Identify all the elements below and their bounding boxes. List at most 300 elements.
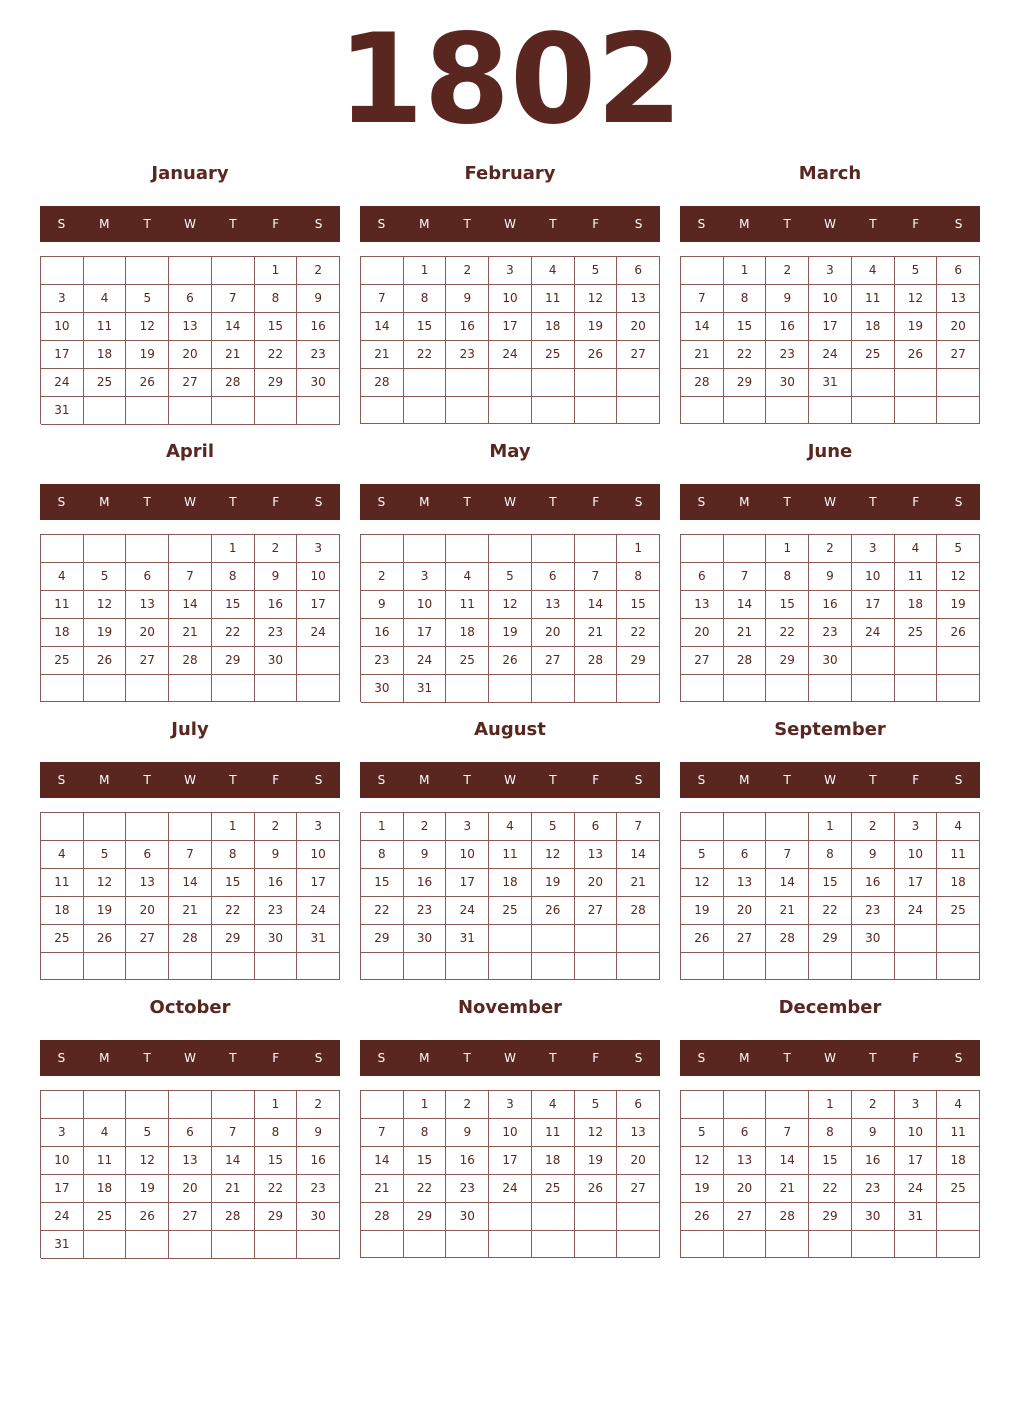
empty-cell (446, 535, 489, 563)
day-cell: 15 (724, 313, 767, 341)
weekday-label: T (869, 495, 877, 509)
weekday-header (40, 1040, 340, 1076)
day-cell: 1 (255, 257, 298, 285)
day-cell: 8 (255, 285, 298, 313)
day-cell: 3 (446, 813, 489, 841)
empty-cell (255, 1231, 298, 1259)
empty-cell (724, 813, 767, 841)
day-cell: 7 (724, 563, 767, 591)
weekday-label: S (954, 217, 963, 231)
empty-cell (126, 397, 169, 425)
day-cell: 21 (169, 619, 212, 647)
day-cell: 18 (84, 1175, 127, 1203)
day-cell: 15 (617, 591, 660, 619)
day-cell: 31 (895, 1203, 938, 1231)
day-cell: 18 (41, 619, 84, 647)
day-cell: 15 (404, 313, 447, 341)
day-cell: 2 (255, 813, 298, 841)
day-cell: 1 (809, 813, 852, 841)
day-cell: 2 (446, 1091, 489, 1119)
day-cell: 27 (169, 369, 212, 397)
day-cell: 9 (446, 285, 489, 313)
day-cell: 11 (84, 313, 127, 341)
day-grid (360, 534, 660, 702)
day-cell: 26 (126, 1203, 169, 1231)
day-cell: 14 (617, 841, 660, 869)
day-cell: 10 (446, 841, 489, 869)
day-cell: 15 (766, 591, 809, 619)
day-cell: 30 (255, 925, 298, 953)
day-cell: 13 (617, 1119, 660, 1147)
day-cell: 7 (617, 813, 660, 841)
weekday-label: W (184, 217, 196, 231)
day-cell: 9 (255, 841, 298, 869)
day-cell: 10 (852, 563, 895, 591)
empty-cell (617, 1231, 660, 1258)
day-cell: 14 (361, 1147, 404, 1175)
day-cell: 8 (404, 1119, 447, 1147)
day-cell: 12 (532, 841, 575, 869)
day-cell: 23 (255, 619, 298, 647)
day-cell: 24 (41, 369, 84, 397)
day-cell: 25 (532, 1175, 575, 1203)
day-cell: 3 (297, 535, 340, 563)
day-cell: 18 (446, 619, 489, 647)
day-cell: 18 (852, 313, 895, 341)
day-cell: 17 (404, 619, 447, 647)
day-cell: 25 (489, 897, 532, 925)
day-cell: 29 (724, 369, 767, 397)
day-cell: 11 (532, 285, 575, 313)
day-cell: 4 (852, 257, 895, 285)
empty-cell (41, 535, 84, 563)
empty-cell (212, 1091, 255, 1119)
weekday-label: S (954, 495, 963, 509)
weekday-label: S (954, 773, 963, 787)
day-cell: 8 (766, 563, 809, 591)
day-cell: 24 (809, 341, 852, 369)
day-cell: 4 (84, 1119, 127, 1147)
empty-cell (169, 1231, 212, 1259)
day-cell: 21 (361, 341, 404, 369)
empty-cell (681, 675, 724, 702)
day-cell: 28 (766, 1203, 809, 1231)
day-cell: 18 (532, 313, 575, 341)
empty-cell (169, 397, 212, 425)
day-cell: 7 (361, 285, 404, 313)
day-cell: 24 (895, 897, 938, 925)
day-cell: 21 (724, 619, 767, 647)
weekday-label: T (229, 1051, 237, 1065)
weekday-label: T (783, 217, 791, 231)
empty-cell (724, 675, 767, 702)
empty-cell (809, 675, 852, 702)
day-cell: 5 (575, 257, 618, 285)
day-cell: 2 (297, 1091, 340, 1119)
day-cell: 22 (404, 1175, 447, 1203)
empty-cell (617, 1203, 660, 1231)
day-cell: 9 (361, 591, 404, 619)
empty-cell (297, 1231, 340, 1259)
day-cell: 23 (297, 341, 340, 369)
day-cell: 9 (297, 1119, 340, 1147)
weekday-header (680, 484, 980, 520)
empty-cell (937, 925, 980, 953)
day-cell: 27 (937, 341, 980, 369)
day-grid (40, 256, 340, 424)
day-cell: 10 (895, 1119, 938, 1147)
day-cell: 6 (169, 1119, 212, 1147)
day-cell: 8 (404, 285, 447, 313)
empty-cell (895, 925, 938, 953)
day-cell: 1 (809, 1091, 852, 1119)
day-cell: 14 (169, 869, 212, 897)
day-cell: 2 (852, 813, 895, 841)
empty-cell (532, 535, 575, 563)
day-cell: 24 (489, 1175, 532, 1203)
month-name: December (778, 997, 882, 1018)
day-cell: 24 (446, 897, 489, 925)
day-cell: 22 (255, 1175, 298, 1203)
day-cell: 11 (937, 1119, 980, 1147)
empty-cell (41, 953, 84, 980)
day-cell: 9 (446, 1119, 489, 1147)
day-cell: 14 (681, 313, 724, 341)
day-cell: 4 (41, 841, 84, 869)
weekday-label: F (592, 1051, 600, 1065)
day-cell: 30 (766, 369, 809, 397)
day-cell: 12 (895, 285, 938, 313)
day-cell: 28 (169, 925, 212, 953)
day-cell: 19 (84, 897, 127, 925)
weekday-header (360, 484, 660, 520)
day-cell: 29 (361, 925, 404, 953)
weekday-label: T (143, 773, 151, 787)
empty-cell (937, 1231, 980, 1258)
day-cell: 20 (532, 619, 575, 647)
empty-cell (724, 397, 767, 424)
empty-cell (681, 257, 724, 285)
weekday-label: W (824, 495, 836, 509)
day-cell: 14 (212, 313, 255, 341)
weekday-label: T (783, 495, 791, 509)
day-grid (40, 1090, 340, 1258)
day-cell: 6 (575, 813, 618, 841)
day-cell: 13 (575, 841, 618, 869)
weekday-label: F (912, 773, 920, 787)
day-cell: 30 (404, 925, 447, 953)
day-cell: 15 (809, 869, 852, 897)
day-cell: 26 (575, 341, 618, 369)
day-cell: 18 (41, 897, 84, 925)
day-cell: 15 (255, 313, 298, 341)
weekday-label: T (229, 773, 237, 787)
empty-cell (446, 397, 489, 424)
day-cell: 20 (617, 1147, 660, 1175)
day-cell: 26 (895, 341, 938, 369)
day-cell: 4 (532, 1091, 575, 1119)
day-cell: 22 (361, 897, 404, 925)
day-cell: 13 (169, 313, 212, 341)
day-cell: 8 (809, 841, 852, 869)
day-cell: 23 (809, 619, 852, 647)
empty-cell (895, 647, 938, 675)
empty-cell (361, 397, 404, 424)
empty-cell (681, 397, 724, 424)
day-cell: 1 (212, 813, 255, 841)
empty-cell (297, 397, 340, 425)
day-cell: 5 (489, 563, 532, 591)
day-cell: 11 (937, 841, 980, 869)
empty-cell (895, 369, 938, 397)
weekday-label: S (314, 495, 323, 509)
day-cell: 15 (361, 869, 404, 897)
weekday-label: S (57, 495, 66, 509)
day-cell: 2 (297, 257, 340, 285)
day-cell: 10 (489, 1119, 532, 1147)
day-cell: 7 (766, 841, 809, 869)
weekday-label: F (272, 217, 280, 231)
empty-cell (575, 953, 618, 980)
weekday-label: S (377, 217, 386, 231)
day-cell: 7 (361, 1119, 404, 1147)
empty-cell (489, 925, 532, 953)
day-cell: 9 (809, 563, 852, 591)
day-cell: 16 (852, 869, 895, 897)
month-name: November (457, 997, 563, 1018)
empty-cell (575, 397, 618, 424)
empty-cell (446, 675, 489, 703)
empty-cell (489, 535, 532, 563)
day-cell: 7 (212, 1119, 255, 1147)
day-cell: 27 (617, 341, 660, 369)
day-cell: 27 (532, 647, 575, 675)
empty-cell (126, 1091, 169, 1119)
empty-cell (212, 675, 255, 702)
day-cell: 7 (212, 285, 255, 313)
weekday-label: W (824, 217, 836, 231)
empty-cell (937, 1203, 980, 1231)
day-cell: 17 (297, 591, 340, 619)
weekday-label: T (783, 1051, 791, 1065)
month-name: March (798, 163, 862, 184)
day-cell: 21 (681, 341, 724, 369)
day-cell: 25 (852, 341, 895, 369)
day-cell: 8 (361, 841, 404, 869)
day-cell: 16 (809, 591, 852, 619)
day-cell: 13 (681, 591, 724, 619)
day-cell: 6 (532, 563, 575, 591)
day-cell: 26 (681, 1203, 724, 1231)
empty-cell (724, 535, 767, 563)
day-cell: 17 (489, 313, 532, 341)
day-cell: 12 (681, 869, 724, 897)
empty-cell (724, 953, 767, 980)
day-cell: 1 (617, 535, 660, 563)
day-cell: 8 (255, 1119, 298, 1147)
empty-cell (297, 953, 340, 980)
day-cell: 28 (681, 369, 724, 397)
empty-cell (809, 953, 852, 980)
weekday-label: T (143, 1051, 151, 1065)
weekday-label: T (463, 217, 471, 231)
day-cell: 21 (766, 897, 809, 925)
empty-cell (126, 675, 169, 702)
day-cell: 29 (255, 1203, 298, 1231)
day-cell: 3 (852, 535, 895, 563)
day-cell: 12 (84, 591, 127, 619)
day-cell: 6 (169, 285, 212, 313)
day-cell: 28 (361, 1203, 404, 1231)
weekday-label: M (99, 495, 110, 509)
empty-cell (532, 397, 575, 424)
empty-cell (532, 675, 575, 703)
weekday-label: W (184, 1051, 196, 1065)
day-cell: 11 (895, 563, 938, 591)
day-cell: 28 (724, 647, 767, 675)
day-cell: 31 (41, 1231, 84, 1259)
weekday-label: F (592, 217, 600, 231)
weekday-label: W (824, 773, 836, 787)
day-cell: 5 (937, 535, 980, 563)
day-cell: 24 (404, 647, 447, 675)
day-cell: 22 (809, 897, 852, 925)
day-cell: 30 (361, 675, 404, 703)
day-cell: 19 (575, 1147, 618, 1175)
empty-cell (404, 369, 447, 397)
day-cell: 20 (681, 619, 724, 647)
empty-cell (361, 535, 404, 563)
empty-cell (169, 1091, 212, 1119)
weekday-label: F (272, 495, 280, 509)
weekday-label: W (504, 495, 516, 509)
day-cell: 23 (852, 897, 895, 925)
day-cell: 23 (255, 897, 298, 925)
day-cell: 5 (681, 1119, 724, 1147)
day-cell: 25 (84, 369, 127, 397)
day-cell: 16 (446, 1147, 489, 1175)
day-cell: 3 (297, 813, 340, 841)
weekday-label: T (143, 495, 151, 509)
empty-cell (84, 1091, 127, 1119)
weekday-label: F (592, 495, 600, 509)
day-cell: 17 (297, 869, 340, 897)
day-cell: 20 (724, 897, 767, 925)
weekday-label: S (57, 217, 66, 231)
day-cell: 5 (681, 841, 724, 869)
day-cell: 6 (724, 841, 767, 869)
weekday-label: S (697, 495, 706, 509)
day-cell: 19 (895, 313, 938, 341)
day-cell: 12 (126, 313, 169, 341)
weekday-label: S (697, 1051, 706, 1065)
empty-cell (895, 397, 938, 424)
weekday-header (360, 762, 660, 798)
day-cell: 24 (41, 1203, 84, 1231)
day-cell: 10 (809, 285, 852, 313)
day-cell: 1 (724, 257, 767, 285)
day-cell: 10 (41, 1147, 84, 1175)
day-cell: 21 (766, 1175, 809, 1203)
day-cell: 4 (937, 1091, 980, 1119)
day-cell: 13 (617, 285, 660, 313)
day-cell: 17 (895, 869, 938, 897)
empty-cell (937, 675, 980, 702)
weekday-label: S (57, 1051, 66, 1065)
day-cell: 10 (489, 285, 532, 313)
day-cell: 29 (766, 647, 809, 675)
day-cell: 3 (404, 563, 447, 591)
weekday-label: S (634, 217, 643, 231)
empty-cell (809, 397, 852, 424)
day-cell: 26 (84, 925, 127, 953)
empty-cell (766, 1231, 809, 1258)
day-cell: 12 (681, 1147, 724, 1175)
day-cell: 13 (724, 1147, 767, 1175)
weekday-label: M (419, 1051, 430, 1065)
day-cell: 31 (41, 397, 84, 425)
day-cell: 30 (255, 647, 298, 675)
empty-cell (84, 535, 127, 563)
day-cell: 21 (169, 897, 212, 925)
weekday-label: M (739, 217, 750, 231)
day-cell: 12 (126, 1147, 169, 1175)
weekday-label: M (739, 1051, 750, 1065)
empty-cell (84, 675, 127, 702)
day-cell: 7 (681, 285, 724, 313)
day-cell: 19 (84, 619, 127, 647)
day-cell: 30 (297, 369, 340, 397)
empty-cell (255, 675, 298, 702)
empty-cell (532, 1231, 575, 1258)
day-cell: 28 (575, 647, 618, 675)
day-cell: 24 (852, 619, 895, 647)
day-cell: 25 (84, 1203, 127, 1231)
day-cell: 28 (766, 925, 809, 953)
day-cell: 23 (446, 1175, 489, 1203)
weekday-label: F (272, 1051, 280, 1065)
day-cell: 15 (404, 1147, 447, 1175)
day-cell: 5 (532, 813, 575, 841)
day-cell: 20 (169, 1175, 212, 1203)
day-cell: 5 (84, 563, 127, 591)
weekday-label: T (229, 495, 237, 509)
empty-cell (532, 953, 575, 980)
empty-cell (575, 925, 618, 953)
day-cell: 12 (84, 869, 127, 897)
day-cell: 19 (681, 1175, 724, 1203)
empty-cell (575, 369, 618, 397)
day-cell: 3 (489, 257, 532, 285)
day-cell: 15 (212, 591, 255, 619)
day-cell: 13 (126, 869, 169, 897)
weekday-label: T (549, 773, 557, 787)
month-name: August (474, 719, 546, 740)
day-cell: 9 (297, 285, 340, 313)
weekday-header (680, 762, 980, 798)
day-cell: 9 (404, 841, 447, 869)
day-cell: 4 (84, 285, 127, 313)
empty-cell (575, 675, 618, 703)
day-cell: 11 (532, 1119, 575, 1147)
day-cell: 7 (766, 1119, 809, 1147)
day-cell: 6 (126, 563, 169, 591)
empty-cell (937, 647, 980, 675)
empty-cell (169, 953, 212, 980)
weekday-label: F (272, 773, 280, 787)
day-cell: 6 (681, 563, 724, 591)
empty-cell (169, 257, 212, 285)
